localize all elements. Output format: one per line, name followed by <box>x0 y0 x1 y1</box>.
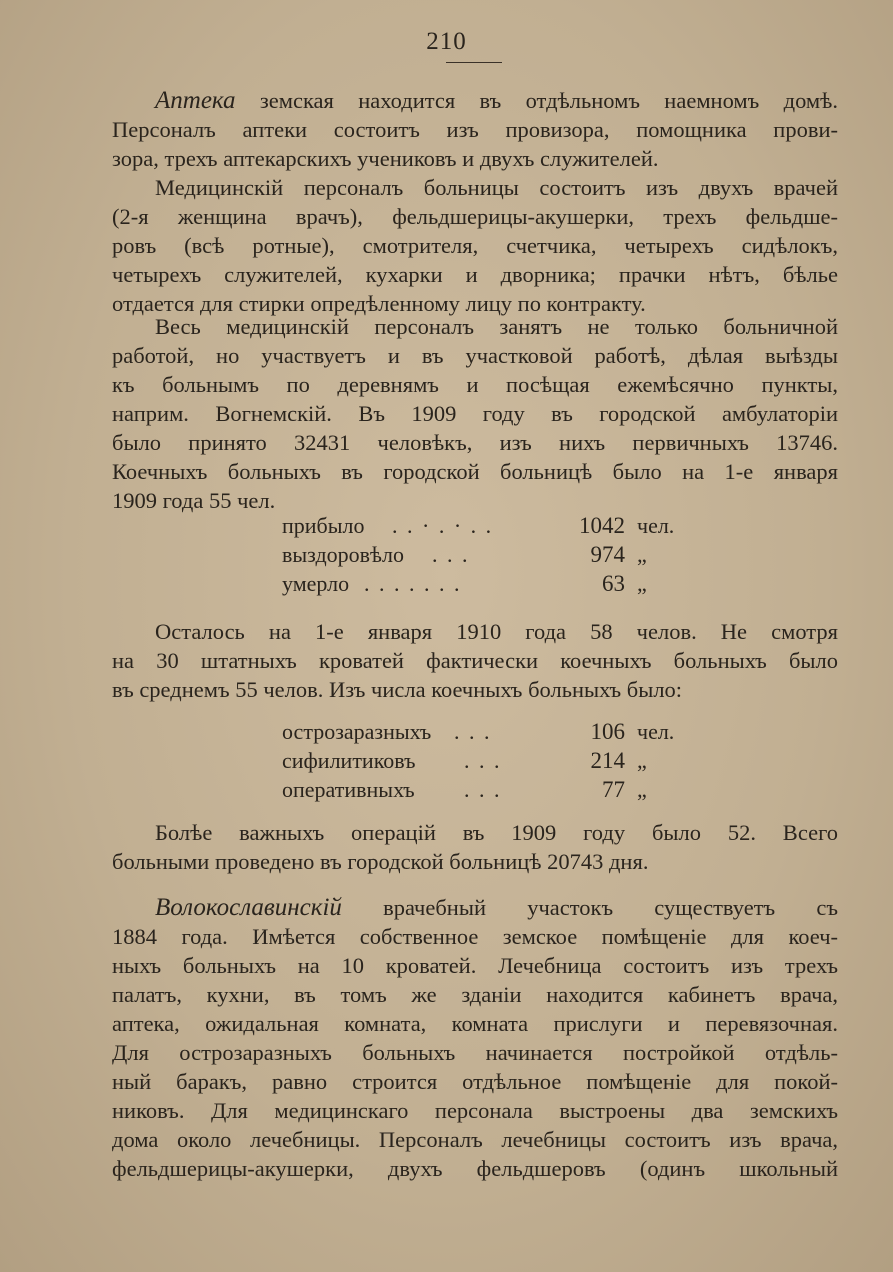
text-line: Коечныхъ больныхъ въ городской больницѣ было на 1-е января <box>112 459 838 484</box>
row-label: оперативныхъ <box>282 777 415 802</box>
row-value: 1042 <box>579 513 625 538</box>
paragraph-ambulatory <box>112 312 838 515</box>
text-line: было принято 32431 человѣкъ, изъ нихъ первичныхъ 13746. <box>112 430 838 455</box>
row-unit: „ <box>637 748 647 773</box>
text-line: Медицинскій персоналъ больницы состоитъ изъ двухъ врачей <box>155 175 838 200</box>
text-line: дома около лечебницы. Персоналъ лечебницы состоитъ изъ врача, <box>112 1127 838 1152</box>
row-label: выздоровѣло <box>282 542 404 567</box>
text-line: зора, трехъ аптекарскихъ учениковъ и двухъ служителей. <box>112 146 659 171</box>
text-line: Весь медицинскій персоналъ занятъ не только больничной <box>155 314 838 339</box>
table-row <box>282 775 682 804</box>
table-row <box>282 511 682 540</box>
row-unit: „ <box>637 777 647 802</box>
leader-dots: . . . <box>464 777 502 802</box>
table-row <box>282 746 682 775</box>
paragraph-volokoslavinsky <box>112 893 838 1183</box>
row-label: сифилитиковъ <box>282 748 416 773</box>
text-line: отдается для стирки опредѣленному лицу по контракту. <box>112 291 646 316</box>
text-line: въ среднемъ 55 челов. Изъ числа коечныхъ больныхъ было: <box>112 677 683 702</box>
row-unit: „ <box>637 542 647 567</box>
table-row <box>282 717 682 746</box>
text-line: фельдшерицы-акушерки, двухъ фельдшеровъ (одинъ школьный <box>112 1156 838 1181</box>
text-line: 1884 года. Имѣется собственное земское помѣщеніе для коеч- <box>112 924 838 949</box>
leader-dots: . . . <box>432 542 470 567</box>
paragraph-medical-staff <box>112 173 838 318</box>
leader-dots: . . . <box>454 719 492 744</box>
text-line: аптека, ожидальная комната, комната прислуги и перевязочная. <box>112 1011 838 1036</box>
text-line: ный баракъ, равно строится отдѣльное помѣщеніе для покой- <box>112 1069 838 1094</box>
text-line: наприм. Вогнемскій. Въ 1909 году въ городской амбулаторіи <box>112 401 838 426</box>
text-line: ныхъ больныхъ на 10 кроватей. Лечебница состоитъ изъ трехъ <box>112 953 838 978</box>
text-line: Аптека земская находится въ отдѣльномъ наемномъ домѣ. <box>155 87 838 114</box>
text-line: никовъ. Для медицинскаго персонала выстроены два земскихъ <box>112 1098 838 1123</box>
text-line: работой, но участвуетъ и въ участковой работѣ, дѣлая выѣзды <box>112 343 838 368</box>
row-value: 106 <box>590 719 625 744</box>
paragraph-pharmacy <box>112 86 838 173</box>
text-line: на 30 штатныхъ кроватей фактически коечныхъ больныхъ было <box>112 648 838 673</box>
row-unit: „ <box>637 571 647 596</box>
text-line: ровъ (всѣ ротные), смотрителя, счетчика, четырехъ сидѣлокъ, <box>112 233 838 258</box>
row-value: 214 <box>590 748 625 773</box>
leader-dots: . . · . · . . <box>392 513 494 538</box>
text-line: больными проведено въ городской больницѣ 20743 дня. <box>112 849 649 874</box>
patient-types-table <box>282 717 682 804</box>
text-line: палатъ, кухни, въ томъ же зданіи находится кабинетъ врача, <box>112 982 838 1007</box>
row-label: острозаразныхъ <box>282 719 432 744</box>
leader-dots: . . . . . . . <box>364 571 462 596</box>
text-line: Для острозаразныхъ больныхъ начинается постройкой отдѣль- <box>112 1040 838 1065</box>
patient-flow-table <box>282 511 682 598</box>
paragraph-remaining <box>112 617 838 704</box>
text-line: 1909 года 55 чел. <box>112 488 276 513</box>
row-unit: чел. <box>637 513 675 538</box>
row-value: 77 <box>602 777 625 802</box>
text-line: къ больнымъ по деревнямъ и посѣщая ежемѣсячно пункты, <box>112 372 838 397</box>
row-unit: чел. <box>637 719 675 744</box>
text-line: четырехъ служителей, кухарки и дворника; прачки нѣтъ, бѣлье <box>112 262 838 287</box>
text-line: (2-я женщина врачъ), фельдшерицы-акушерки, трехъ фельдше- <box>112 204 838 229</box>
text-line: Персоналъ аптеки состоитъ изъ провизора, помощника прови- <box>112 117 838 142</box>
row-value: 63 <box>602 571 625 596</box>
text-line: Болѣе важныхъ операцій въ 1909 году было 52. Всего <box>155 820 838 845</box>
paragraph-operations <box>112 818 838 876</box>
row-label: прибыло <box>282 513 365 538</box>
table-row <box>282 540 682 569</box>
leader-dots: . . . <box>464 748 502 773</box>
row-value: 974 <box>590 542 625 567</box>
italic-heading: Аптека <box>155 87 236 114</box>
page-number-rule <box>446 62 502 63</box>
text-line: Осталось на 1-е января 1910 года 58 челов. Не смотря <box>155 619 838 644</box>
table-row <box>282 569 682 598</box>
page-number: 210 <box>426 28 467 55</box>
row-label: умерло <box>282 571 350 596</box>
text-line: Волокославинскій врачебный участокъ существуетъ съ <box>155 894 838 921</box>
italic-heading: Волокославинскій <box>155 894 342 921</box>
